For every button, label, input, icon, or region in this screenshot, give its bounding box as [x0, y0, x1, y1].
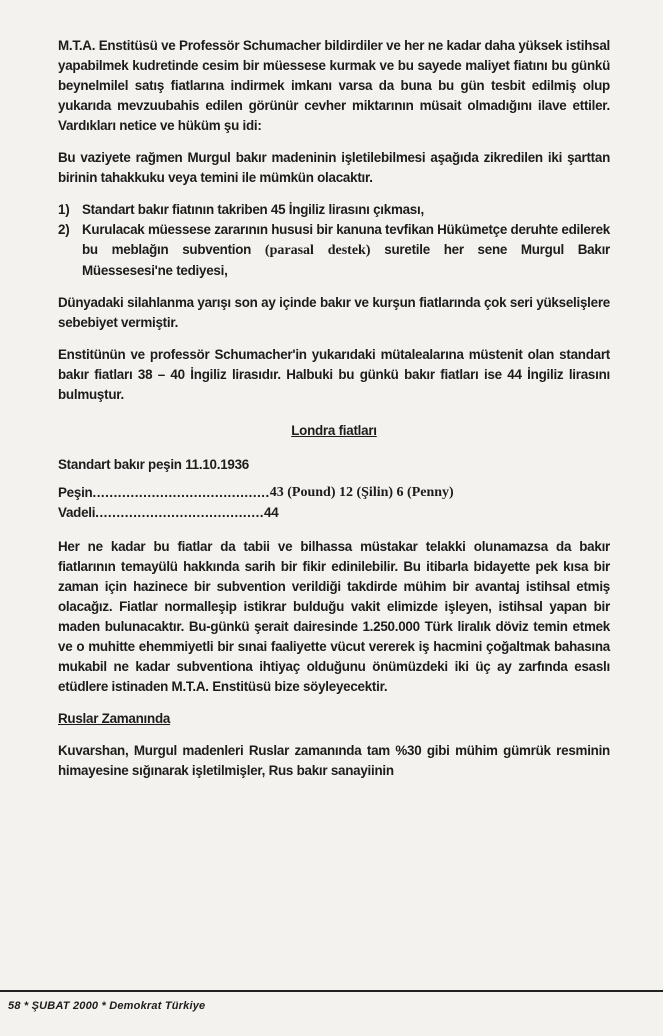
price-row-pesin: [58, 483, 610, 503]
list-item-text-before: Kurulacak müessese zararının hususi bir kanuna tevfikan Hükümetçe deruhte edilerek bu meblağın subvention: [82, 222, 610, 257]
list-item: [58, 200, 610, 220]
conditions-list: [58, 200, 610, 281]
paragraph-subvention: Her ne kadar bu fiatlar da tabii ve bilhassa müstakar telakki olunamazsa da bakır fiatlarının temayülü hakkında sarih bir fikir edinilebilir. Bu itibarla bidayette pek kısa bir zaman için hazinece bir subvention verildiği takdirde mühim bir avantaj istihsal etmiş olacağız. Fiatlar normalleşip istikrar bulduğu vakit elimizde işleyen, istihsal yapan bir maden bulunacaktır. Bu-günkü şerait dairesinde 1.250.000 Türk liralık döviz temin etmek ve o muhitte ehemmiyetli bir sınai faaliyette vücut vererek iş hacmini çoğaltmak bahasına mukabil ne kadar subventiona ihtiyaç olduğunu önümüzdeki iki üç ay zarfında esaslı etüdlere istinaden M.T.A. Enstitüsü bize söyleyecektir.: [58, 539, 610, 694]
paragraph-mta-report: M.T.A. Enstitüsü ve Professör Schumacher bildirdiler ve her ne kadar daha yüksek istihsal yapabilmek kudretinde cesim bir müessese kurmak ve bu sayede maliyet fiatını bu günkü beynelmilel satış fiatlarına indirmek imkanı varsa da buna bu gün tesbit edilmiş olup yukarıda mevzuubahis edilen görünür cevher miktarının müsait olmadığını ilave ettiler. Vardıkları netice ve hüküm şu idi:: [58, 38, 610, 133]
price-row-vadeli: [58, 503, 610, 523]
standard-copper-line: Standart bakır peşin 11.10.1936: [58, 457, 249, 472]
list-item-parenthetical: (parasal destek): [264, 243, 371, 258]
paragraph-russian-era: Kuvarshan, Murgul madenleri Ruslar zamanında tam %30 gibi mühim gümrük resminin himayesine sığınarak işletilmişler, Rus bakır sanayiinin: [58, 743, 610, 778]
heading-london-prices: Londra fiatları: [291, 423, 377, 438]
footer-text: 58 * ŞUBAT 2000 * Demokrat Türkiye: [8, 1000, 206, 1012]
paragraph-conditions-intro: Bu vaziyete rağmen Murgul bakır madeninin işletilebilmesi aşağıda zikredilen iki şarttan birinin tahakkuku veya temini ile mümkün olacaktır.: [58, 150, 610, 185]
list-item-text: Standart bakır fiatının takriben 45 İngiliz lirasını çıkması,: [82, 202, 424, 217]
list-item-number: 1): [58, 202, 70, 217]
paragraph-armament-race: Dünyadaki silahlanma yarışı son ay içinde bakır ve kurşun fiatlarında çok seri yükselişlere sebebiyet vermiştir.: [58, 295, 610, 330]
price-value-vadeli: 44: [264, 505, 279, 520]
price-dots-vadeli: ........................................: [95, 505, 265, 520]
list-item-number: 2): [58, 222, 70, 237]
price-label-pesin: Peşin: [58, 485, 93, 500]
list-item-text: [82, 220, 610, 281]
list-item: [58, 220, 610, 281]
paragraph-standard-prices: Enstitünün ve professör Schumacher'in yukarıdaki mütalealarına müstenit olan standart bakır fiatları 38 – 40 İngiliz lirasıdır. Halbuki bu günkü bakır fiatları ise 44 İngiliz lirasını bulmuştur.: [58, 347, 610, 402]
price-value-pesin: 43 (Pound) 12 (Şilin) 6 (Penny): [269, 485, 454, 500]
heading-russian-era: Ruslar Zamanında: [58, 711, 171, 726]
price-label-vadeli: Vadeli: [58, 505, 96, 520]
list-item-text-after: suretile her sene Murgul Bakır Müessesesi'ne tediyesi,: [82, 242, 611, 278]
price-dots-pesin: ..........................................: [92, 485, 270, 500]
footer-divider: [0, 990, 663, 992]
article-body: [58, 36, 610, 793]
